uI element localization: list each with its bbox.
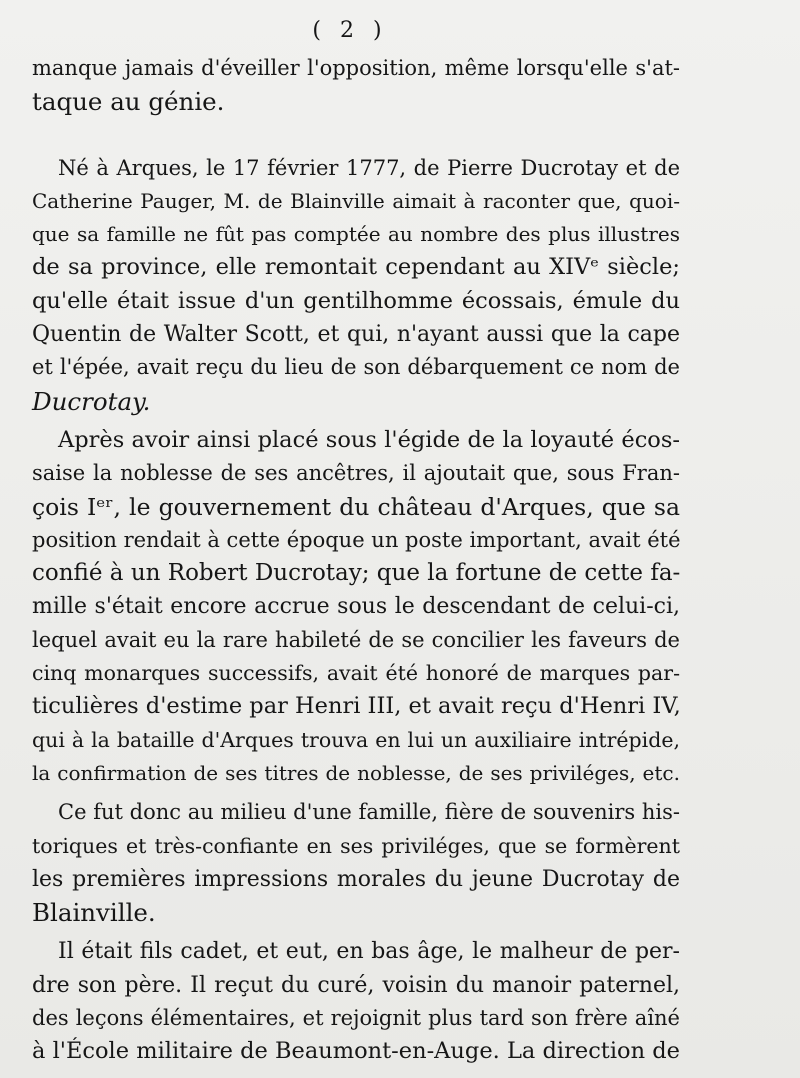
text-line: Ce fut donc au milieu d'une famille, fière de souvenirs his- xyxy=(58,800,680,825)
text-line: taque au génie. xyxy=(32,87,225,117)
text-line: les premières impressions morales du jeune Ducrotay de xyxy=(32,866,680,892)
text-line: cinq monarques successifs, avait été honoré de marques par- xyxy=(32,661,680,686)
text-line: çois Iᵉʳ, le gouvernement du château d'Arques, que sa xyxy=(32,492,680,521)
text-line: lequel avait eu la rare habileté de se concilier les faveurs de xyxy=(32,627,680,652)
text-line: ticulières d'estime par Henri III, et avait reçu d'Henri IV, xyxy=(32,693,681,720)
text-line: Après avoir ainsi placé sous l'égide de la loyauté écos- xyxy=(58,426,680,453)
body-text xyxy=(32,52,680,1069)
text-line: que sa famille ne fût pas comptée au nombre des plus illustres xyxy=(32,222,680,247)
text-line: manque jamais d'éveiller l'opposition, même lorsqu'elle s'at- xyxy=(32,56,680,80)
text-line: confié à un Robert Ducrotay; que la fortune de cette fa- xyxy=(32,560,681,587)
text-line: position rendait à cette époque un poste important, avait été xyxy=(32,527,681,552)
text-line: qu'elle était issue d'un gentilhomme écossais, émule du xyxy=(32,287,680,314)
text-line: dre son père. Il reçut du curé, voisin du manoir paternel, xyxy=(32,972,680,998)
text-line: mille s'était encore accrue sous le descendant de celui-ci, xyxy=(32,594,680,620)
text-line: toriques et très-confiante en ses priviléges, que se formèrent xyxy=(32,833,680,858)
text-line: à l'École militaire de Beaumont-en-Auge. La direction de xyxy=(32,1038,680,1065)
text-line: Ducrotay. xyxy=(32,386,151,416)
page-number: ( 2 ) xyxy=(312,18,388,43)
text-line: saise la noblesse de ses ancêtres, il ajoutait que, sous Fran- xyxy=(32,461,680,486)
text-line: des leçons élémentaires, et rejoignit plus tard son frère aîné xyxy=(32,1006,680,1031)
text-line: qui à la bataille d'Arques trouva en lui un auxiliaire intrépide, xyxy=(32,727,680,752)
text-line: Il était fils cadet, et eut, en bas âge, le malheur de per- xyxy=(58,939,680,965)
text-line: et l'épée, avait reçu du lieu de son débarquement ce nom de xyxy=(32,355,680,380)
text-line: Né à Arques, le 17 février 1777, de Pierre Ducrotay et de xyxy=(58,155,680,180)
text-line: Quentin de Walter Scott, et qui, n'ayant aussi que la cape xyxy=(32,322,680,348)
text-line: de sa province, elle remontait cependant au XIVᵉ siècle; xyxy=(32,254,680,281)
text-line: Catherine Pauger, M. de Blainville aimait à raconter que, quoi- xyxy=(32,188,680,213)
text-line: la confirmation de ses titres de noblesse, de ses priviléges, etc. xyxy=(32,760,680,785)
text-line: Blainville. xyxy=(32,898,156,928)
